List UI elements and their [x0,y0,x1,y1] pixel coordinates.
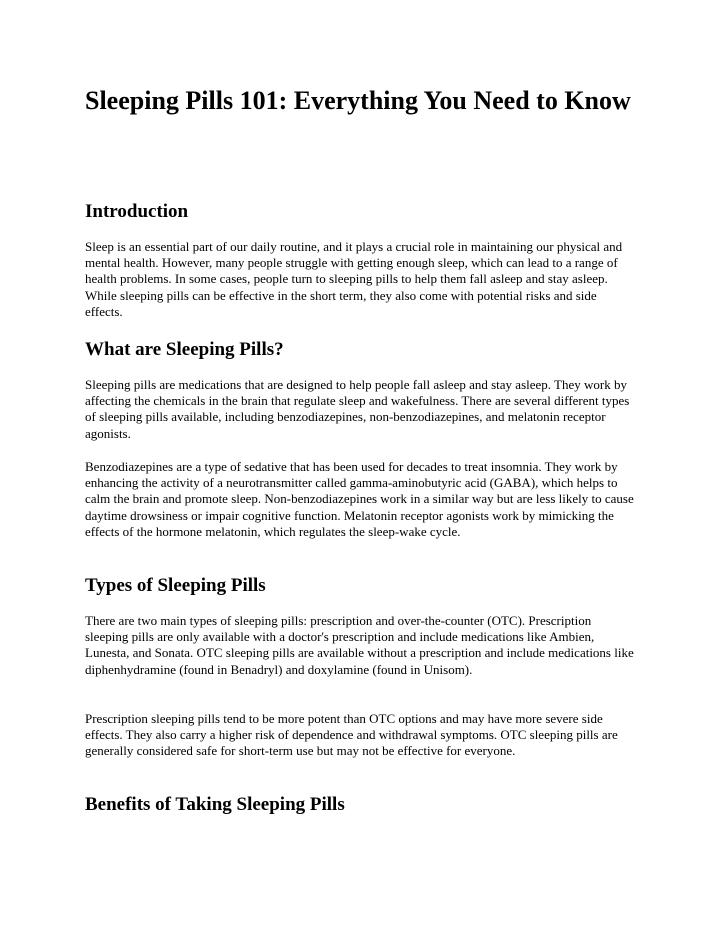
introduction-paragraph: Sleep is an essential part of our daily routine, and it plays a crucial role in maintaining our physical and mental health. However, many people struggle with getting enough sleep, which can lead to a range of health problems. In some cases, people turn to sleeping pills to help them fall asleep and stay asleep. While sleeping pills can be effective in the short term, they also come with potential risks and side effects. [85,239,623,319]
what-are-paragraph-1: Sleeping pills are medications that are designed to help people fall asleep and stay asleep. They work by affecting the chemicals in the brain that regulate sleep and wakefulness. There are several different types of sleeping pills available, including benzodiazepines, non-benzodiazepines, and melatonin receptor agonists. [85,377,630,441]
page-title: Sleeping Pills 101: Everything You Need to Know [85,86,631,115]
types-paragraph-2: Prescription sleeping pills tend to be more potent than OTC options and may have more severe side effects. They also carry a higher risk of dependence and withdrawal symptoms. OTC sleeping pills are generally considered safe for short-term use but may not be effective for everyone. [85,711,618,759]
types-paragraph-1: There are two main types of sleeping pills: prescription and over-the-counter (OTC). Prescription sleeping pills are only available with a doctor's prescription and include medications like Ambien, Lunesta, and Sonata. OTC sleeping pills are available without a prescription and include medications like diphenhydramine (found in Benadryl) and doxylamine (found in Unisom). [85,613,634,677]
section-heading-types-of-sleeping-pills: Types of Sleeping Pills [85,575,266,596]
section-heading-what-are-sleeping-pills: What are Sleeping Pills? [85,339,284,360]
what-are-paragraph-2: Benzodiazepines are a type of sedative that has been used for decades to treat insomnia. They work by enhancing the activity of a neurotransmitter called gamma-aminobutyric acid (GABA), which helps to calm the brain and promote sleep. Non-benzodiazepines work in a similar way but are less likely to cause daytime drowsiness or impair cognitive function. Melatonin receptor agonists work by mimicking the effects of the hormone melatonin, which regulates the sleep-wake cycle. [85,459,634,539]
section-heading-introduction: Introduction [85,201,189,222]
section-heading-benefits: Benefits of Taking Sleeping Pills [85,794,345,815]
